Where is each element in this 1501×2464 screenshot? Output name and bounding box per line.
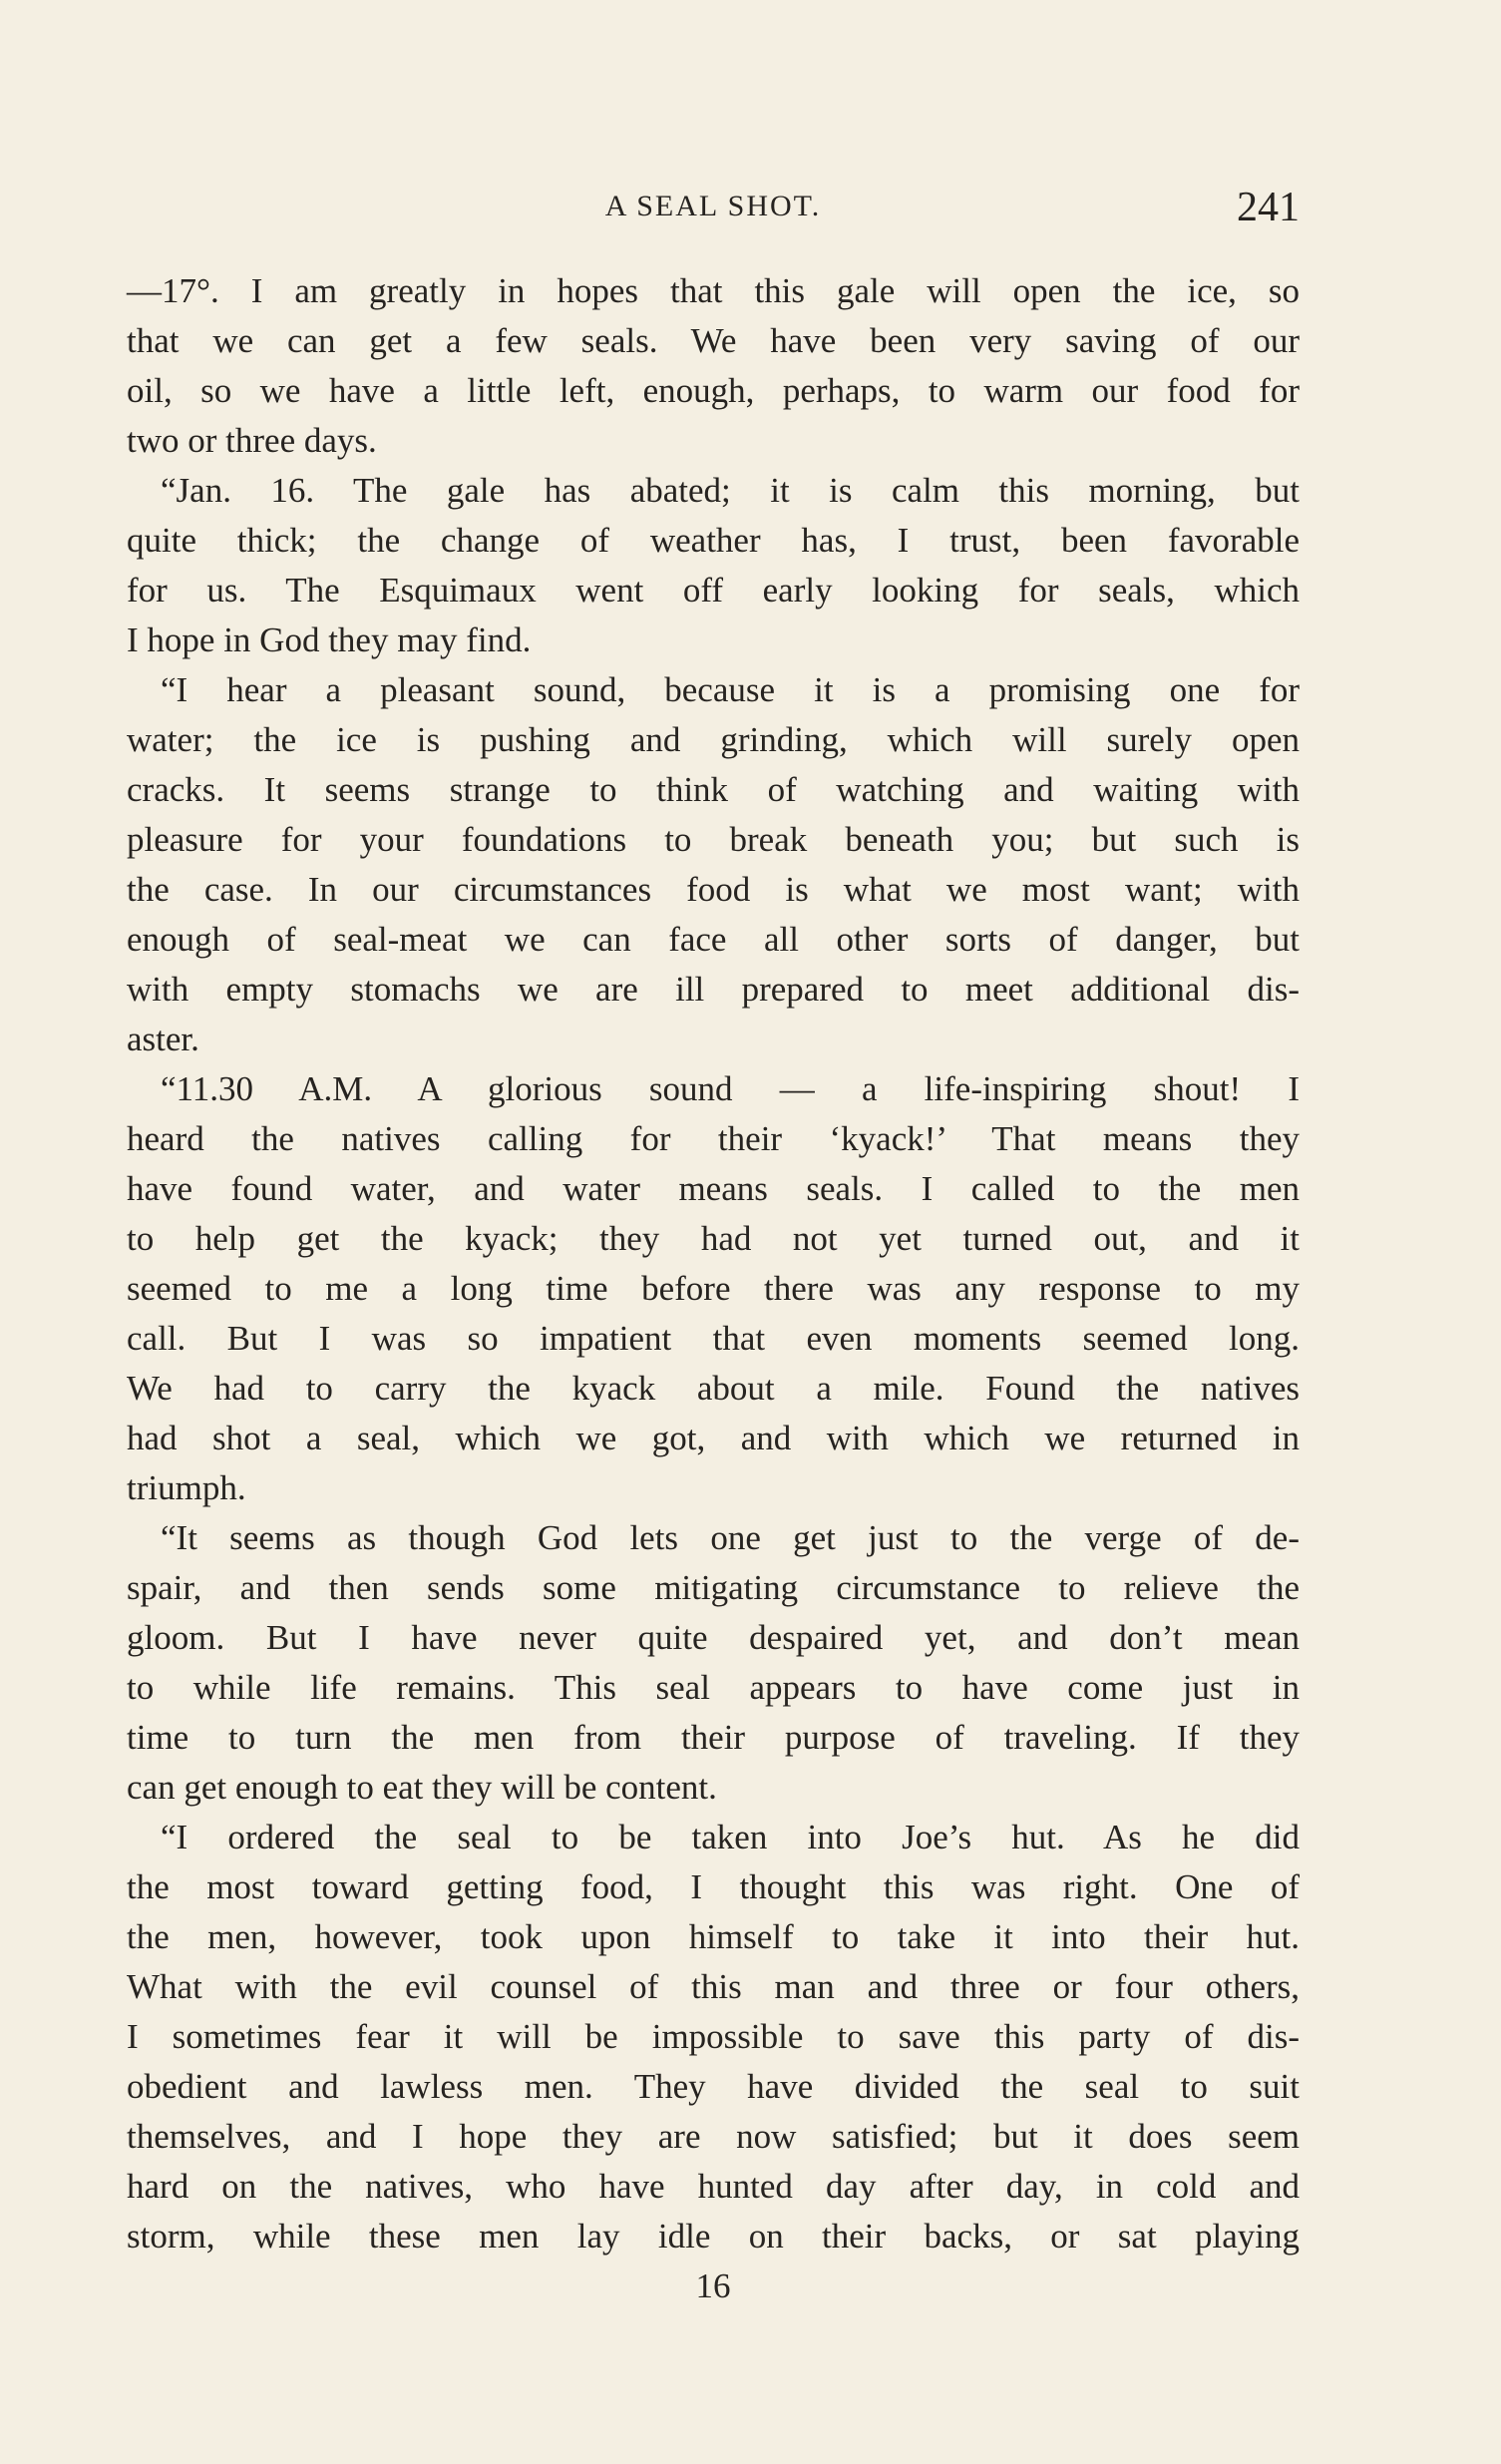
text-line: time to turn the men from their purpose of traveling. If they: [127, 1718, 1300, 1757]
body-text: [127, 266, 1300, 2261]
running-head: [127, 184, 1300, 239]
text-line: seemed to me a long time before there was any response to my: [127, 1269, 1300, 1308]
text-line: “I hear a pleasant sound, because it is a promising one for: [161, 670, 1300, 709]
text-line: the most toward getting food, I thought this was right. One of: [127, 1867, 1300, 1906]
text-line: themselves, and I hope they are now satisfied; but it does seem: [127, 2117, 1300, 2156]
page-number: 241: [1237, 185, 1300, 230]
text-line: water; the ice is pushing and grinding, which will surely open: [127, 720, 1300, 759]
text-line: for us. The Esquimaux went off early looking for seals, which: [127, 571, 1300, 610]
text-line: triumph.: [127, 1468, 246, 1507]
text-line: heard the natives calling for their ‘kyack!’ That means they: [127, 1119, 1300, 1158]
text-line: hard on the natives, who have hunted day after day, in cold and: [127, 2167, 1300, 2206]
text-line: spair, and then sends some mitigating circumstance to relieve the: [127, 1568, 1300, 1607]
text-line: storm, while these men lay idle on their backs, or sat playing: [127, 2217, 1300, 2256]
text-line: call. But I was so impatient that even moments seemed long.: [127, 1319, 1300, 1358]
text-line: gloom. But I have never quite despaired yet, and don’t mean: [127, 1618, 1300, 1657]
text-line: What with the evil counsel of this man and three or four others,: [127, 1967, 1300, 2006]
text-line: aster.: [127, 1020, 199, 1058]
signature-mark: 16: [695, 2266, 731, 2305]
text-line: I hope in God they may find.: [127, 620, 532, 659]
text-line: two or three days.: [127, 421, 377, 460]
text-line: “It seems as though God lets one get just to the verge of de-: [161, 1518, 1300, 1557]
text-line: We had to carry the kyack about a mile. Found the natives: [127, 1369, 1300, 1408]
text-line: obedient and lawless men. They have divided the seal to suit: [127, 2067, 1300, 2106]
text-line: had shot a seal, which we got, and with which we returned in: [127, 1419, 1300, 1457]
text-line: enough of seal-meat we can face all other sorts of danger, but: [127, 920, 1300, 959]
text-line: to help get the kyack; they had not yet turned out, and it: [127, 1219, 1300, 1258]
text-line: “Jan. 16. The gale has abated; it is calm this morning, but: [161, 471, 1300, 510]
text-line: the case. In our circumstances food is what we most want; with: [127, 870, 1300, 909]
text-line: “I ordered the seal to be taken into Joe’s hut. As he did: [161, 1818, 1300, 1856]
text-line: to while life remains. This seal appears to have come just in: [127, 1668, 1300, 1707]
text-line: —17°. I am greatly in hopes that this gale will open the ice, so: [127, 271, 1300, 310]
text-line: the men, however, took upon himself to take it into their hut.: [127, 1917, 1300, 1956]
text-line: pleasure for your foundations to break beneath you; but such is: [127, 820, 1300, 859]
text-line: cracks. It seems strange to think of watching and waiting with: [127, 770, 1300, 809]
running-title: A SEAL SHOT.: [604, 190, 822, 222]
text-line: can get enough to eat they will be content.: [127, 1768, 717, 1807]
text-line: oil, so we have a little left, enough, perhaps, to warm our food for: [127, 371, 1300, 410]
text-line: I sometimes fear it will be impossible to save this party of dis-: [127, 2017, 1300, 2056]
text-line: with empty stomachs we are ill prepared to meet additional dis-: [127, 970, 1300, 1009]
text-line: have found water, and water means seals. I called to the men: [127, 1169, 1300, 1208]
text-line: that we can get a few seals. We have been very saving of our: [127, 321, 1300, 360]
text-line: quite thick; the change of weather has, I trust, been favorable: [127, 521, 1300, 560]
text-line: “11.30 A.M. A glorious sound — a life-inspiring shout! I: [161, 1069, 1300, 1108]
